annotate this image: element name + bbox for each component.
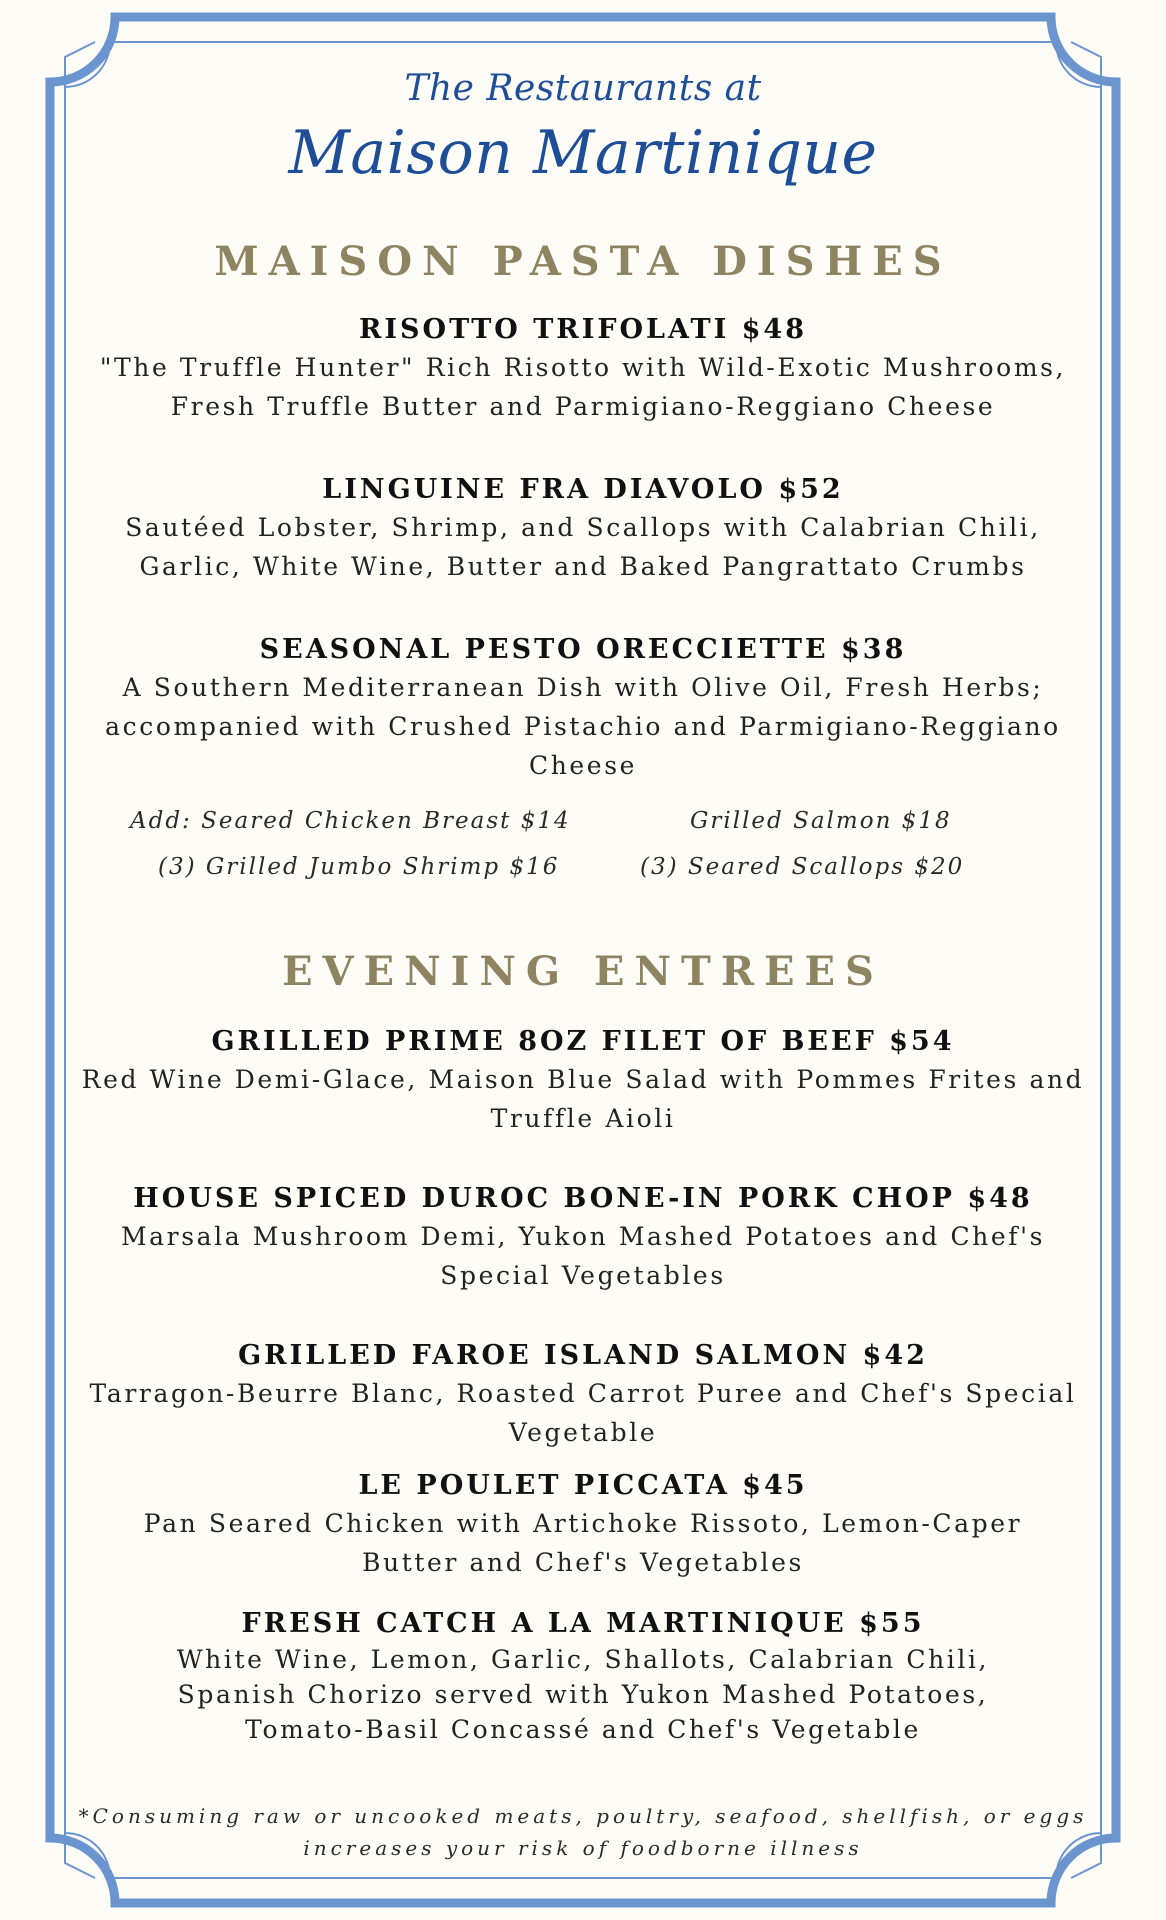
- menu-item-name: FRESH CATCH A LA MARTINIQUE $55: [241, 1608, 925, 1639]
- addon-scallops: (3) Seared Scallops $20: [640, 854, 965, 880]
- menu-item-description: Pan Seared Chicken with Artichoke Rissoto, Lemon-Caper Butter and Chef's Vegetables: [143, 1509, 1023, 1577]
- menu-item-description: Red Wine Demi-Glace, Maison Blue Salad with Pommes Frites and Truffle Aioli: [81, 1065, 1085, 1133]
- menu-item-description: Sautéed Lobster, Shrimp, and Scallops with Calabrian Chili, Garlic, White Wine, Butter and Baked Pangrattato Crumbs: [125, 513, 1041, 581]
- addon-salmon: Grilled Salmon $18: [690, 808, 952, 834]
- section-heading-entrees: EVENING ENTREES: [282, 948, 884, 995]
- menu-item-name: GRILLED FAROE ISLAND SALMON $42: [238, 1340, 928, 1371]
- menu-item-name: LINGUINE FRA DIAVOLO $52: [322, 474, 844, 505]
- menu-item-description: Tarragon-Beurre Blanc, Roasted Carrot Puree and Chef's Special Vegetable: [89, 1379, 1077, 1447]
- menu-item-description: White Wine, Lemon, Garlic, Shallots, Calabrian Chili, Spanish Chorizo served with Yukon Mashed Potatoes, Tomato-Basil Concassé and Chef's Vegetable: [176, 1645, 990, 1744]
- menu-item: [60, 1024, 1106, 1138]
- menu-item-name: LE POULET PICCATA $45: [358, 1470, 808, 1501]
- menu-item-name: RISOTTO TRIFOLATI $48: [358, 314, 807, 345]
- menu-item-name: GRILLED PRIME 8OZ FILET OF BEEF $54: [211, 1026, 955, 1057]
- menu-page: [60, 0, 1106, 1920]
- addon-shrimp: (3) Grilled Jumbo Shrimp $16: [158, 854, 560, 880]
- menu-item: [60, 1468, 1106, 1582]
- menu-item-name: HOUSE SPICED DUROC BONE-IN PORK CHOP $48: [133, 1183, 1033, 1214]
- menu-item-description: A Southern Mediterranean Dish with Olive Oil, Fresh Herbs; accompanied with Crushed Pistachio and Parmigiano-Reggiano Cheese: [105, 673, 1061, 780]
- brand-name: Maison Martinique: [288, 118, 878, 188]
- menu-item: [60, 1338, 1106, 1452]
- menu-item: [60, 1181, 1106, 1295]
- food-safety-disclaimer: *Consuming raw or uncooked meats, poultry, seafood, shellfish, or eggs increases your risk of foodborne illness: [78, 1804, 1088, 1860]
- menu-item-description: "The Truffle Hunter" Rich Risotto with Wild-Exotic Mushrooms, Fresh Truffle Butter and Parmigiano-Reggiano Cheese: [99, 353, 1067, 421]
- menu-item: [60, 1606, 1106, 1747]
- menu-item: [60, 632, 1106, 785]
- menu-item: [60, 312, 1106, 426]
- menu-item-description: Marsala Mushroom Demi, Yukon Mashed Potatoes and Chef's Special Vegetables: [120, 1222, 1046, 1290]
- section-heading-pasta: MAISON PASTA DISHES: [214, 238, 952, 285]
- menu-item-name: SEASONAL PESTO ORECCIETTE $38: [259, 634, 907, 665]
- addon-chicken: Add: Seared Chicken Breast $14: [130, 808, 571, 834]
- brand-subtitle: The Restaurants at: [404, 68, 762, 109]
- menu-item: [60, 472, 1106, 586]
